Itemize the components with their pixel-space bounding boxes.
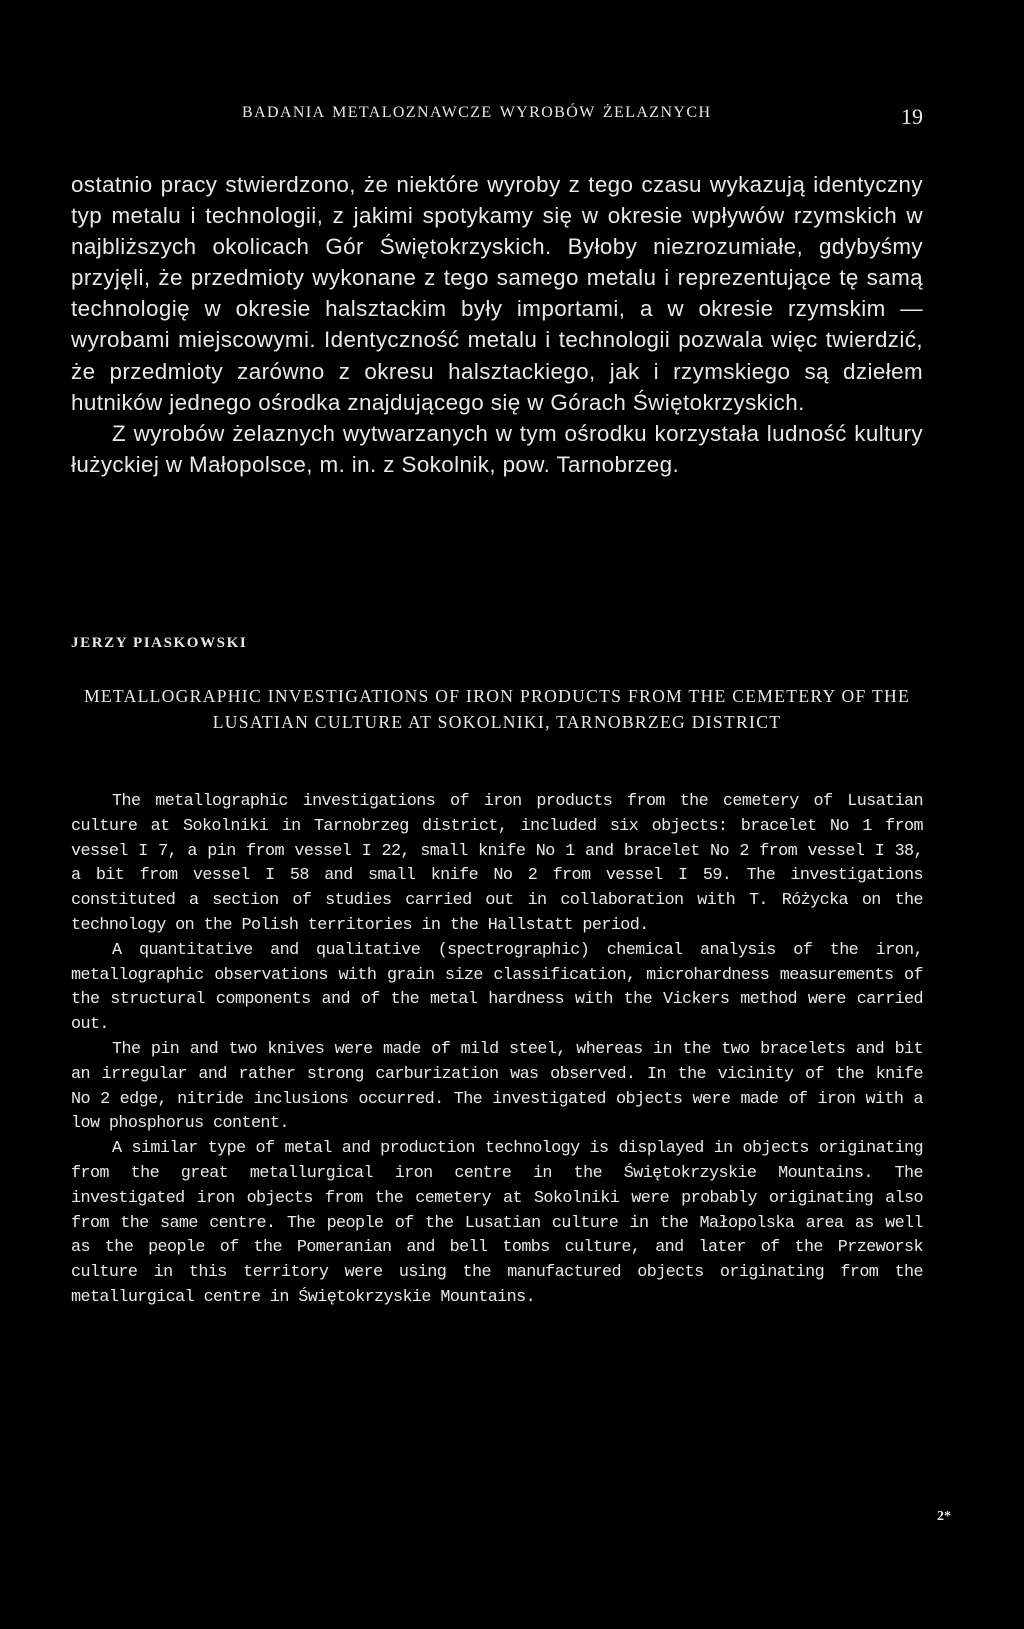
running-title: BADANIA METALOZNAWCZE WYROBÓW ŻELAZNYCH <box>242 104 712 121</box>
polish-paragraph: Z wyrobów żelaznych wytwarzanych w tym ośrodku korzystała ludność kultury łużyckiej w Małopolsce, m. in. z Sokolnik, pow. Tarnobrzeg. <box>71 420 923 477</box>
summary-paragraph: A quantitative and qualitative (spectrographic) chemical analysis of the iron, metallographic observations with grain size classification, microhardness measurements of the structural components and of the metal hardness with the Vickers method were carried out. <box>71 940 923 1035</box>
summary-paragraph: The pin and two knives were made of mild steel, whereas in the two bracelets and bit an irregular and rather strong carburization was observed. In the vicinity of the knife No 2 edge, nitride inclusions occurred. The investigated objects were made of iron with a low phosphorus content. <box>71 1039 923 1134</box>
running-head <box>71 104 923 134</box>
english-summary-block <box>71 790 923 1311</box>
summary-title: METALLOGRAPHIC INVESTIGATIONS OF IRON PRODUCTS FROM THE CEMETERY OF THE LUSATIAN CULTURE AT SOKOLNIKI, TARNOBRZEG DISTRICT <box>83 686 911 732</box>
summary-author: JERZY PIASKOWSKI <box>71 635 248 651</box>
polish-paragraph: ostatnio pracy stwierdzono, że niektóre wyroby z tego czasu wykazują identyczny typ metalu i technologii, z jakimi spotykamy się w okresie wpływów rzymskich w najbliższych okolicach Gór Świętokrzyskich. Byłoby niezrozumiałe, gdybyśmy przyjęli, że przedmioty wykonane z tego samego metalu i reprezentujące tę samą technologię w okresie halsztackim były importami, a w okresie rzymskim — wyrobami miejscowymi. Identyczność metalu i technologii pozwala więc twierdzić, że przedmioty zarówno z okresu halsztackiego, jak i rzymskiego są dziełem hutników jednego ośrodka znajdującego się w Górach Świętokrzyskich. <box>71 172 923 415</box>
summary-paragraph: The metallographic investigations of iron products from the cemetery of Lusatian culture at Sokolniki in Tarnobrzeg district, included six objects: bracelet No 1 from vessel I 7, a pin from vessel I 22, small knife No 1 and bracelet No 2 from vessel I 38, a bit from vessel I 58 and small knife No 2 from vessel I 59. The investigations constituted a section of studies carried out in collaboration with T. Różycka on the technology on the Polish territories in the Hallstatt period. <box>71 792 923 935</box>
polish-text-block <box>71 169 923 480</box>
page-number: 19 <box>901 104 923 129</box>
signature-mark: 2* <box>937 1509 951 1524</box>
summary-paragraph: A similar type of metal and production technology is displayed in objects originating from the great metallurgical iron centre in the Świętokrzyskie Mountains. The investigated iron objects from the cemetery at Sokolniki were probably originating also from the same centre. The people of the Lusatian culture in the Małopolska area as well as the people of the Pomeranian and bell tombs culture, and later of the Przeworsk culture in this territory were using the manufactured objects originating from the metallurgical centre in Świętokrzyskie Mountains. <box>71 1139 923 1307</box>
